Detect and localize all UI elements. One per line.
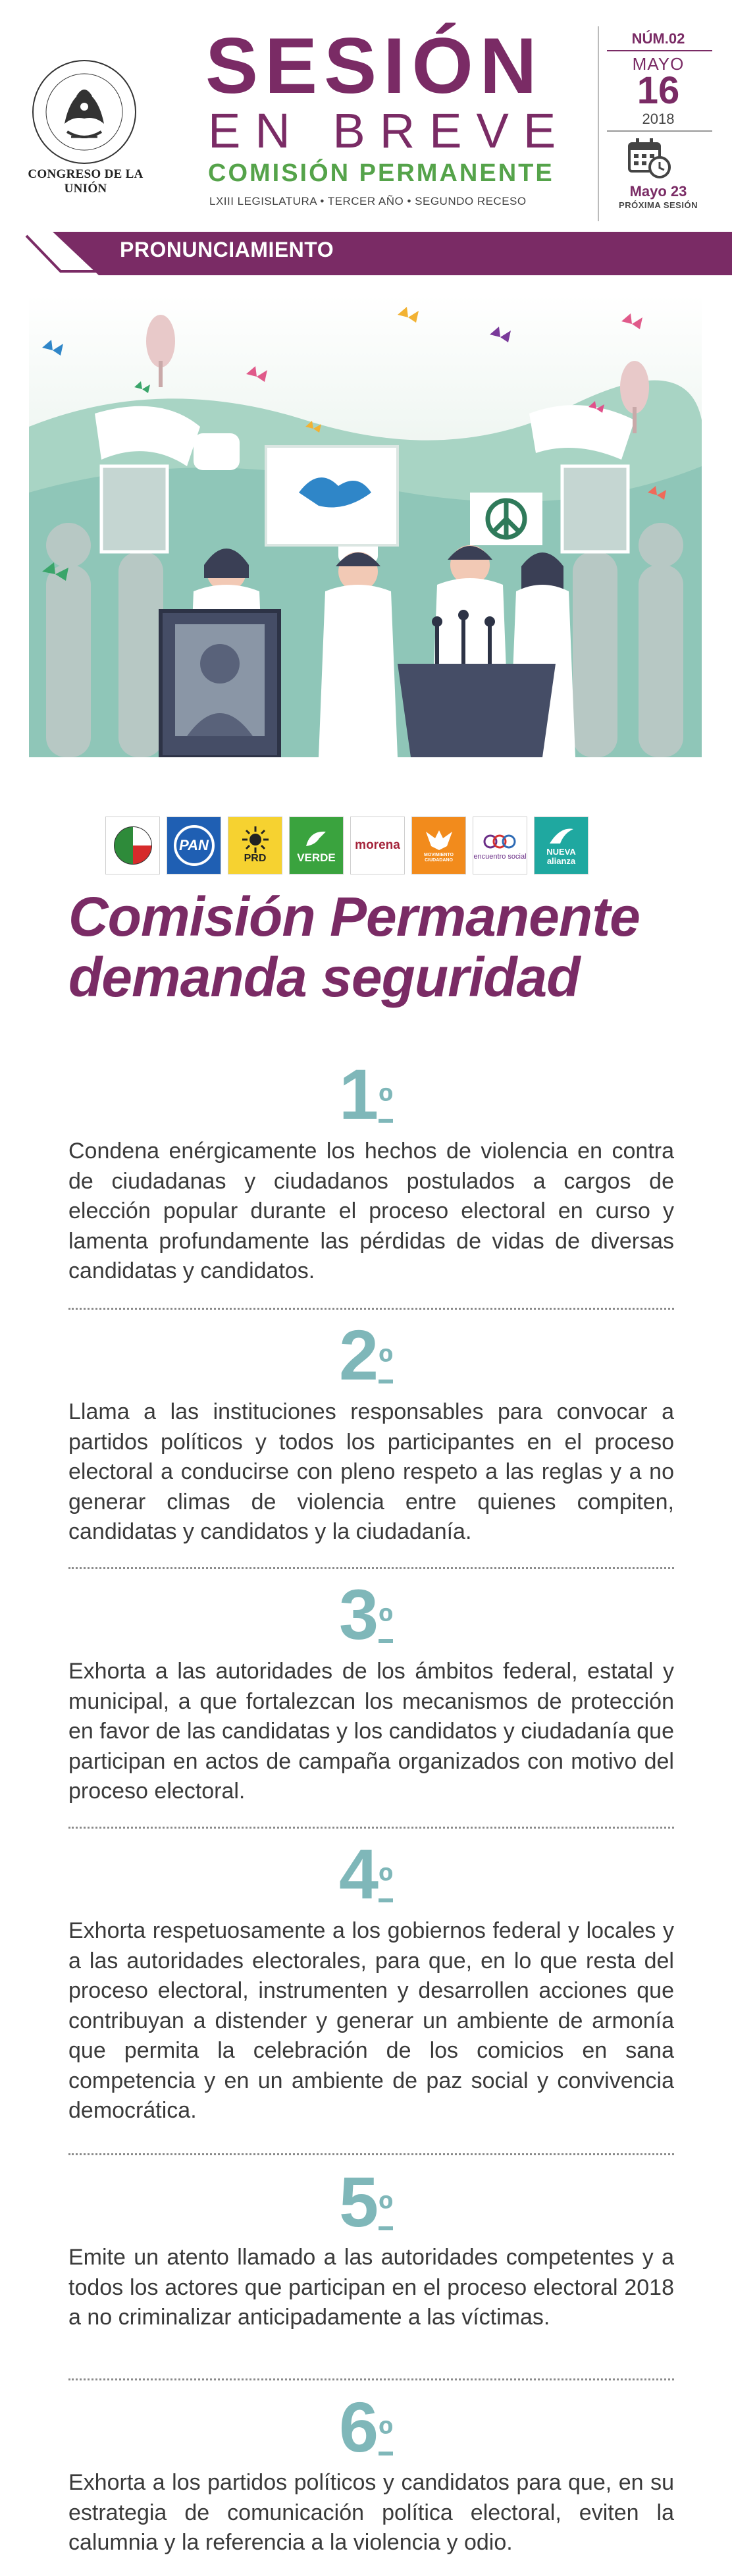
header-divider: [598, 26, 599, 221]
section-divider: [68, 2378, 674, 2380]
party-logos: [105, 817, 632, 876]
next-session-label: PRÓXIMA SESIÓN: [619, 200, 698, 210]
pri-emblem-icon: [112, 824, 154, 867]
section-divider: [68, 2153, 674, 2155]
sun-icon: [242, 826, 269, 853]
issue-number: NÚM.02: [631, 30, 685, 47]
section-5-text: Emite un atento llamado a las autoridades competentes y a todos los actores que participan en el proceso electoral 2018 a no criminalizar anticipadamente a las víctimas.: [68, 2245, 674, 2330]
next-session-date: Mayo 23: [629, 183, 687, 200]
party-logo-pri: [105, 817, 160, 874]
headline: [68, 886, 700, 1008]
ordinal-4: $4^º$: [339, 1834, 393, 1914]
party-logo-encuentro-social: [473, 817, 527, 874]
party-logo-pan: [167, 817, 221, 874]
ordinal-1: $1^º$: [339, 1054, 393, 1134]
section-2-text: Llama a las instituciones responsables para convocar a partidos políticos y todos los participantes en el proceso electoral a conducirse con pleno respeto a las reglas y a no generar climas de violencia entre quienes compiten, candidatas y candidatos y la ciudadanía.: [68, 1399, 674, 1545]
section-6-text: Exhorta a los partidos políticos y candidatos para que, en su estrategia de comunicación política electoral, eviten la calumnia y la referencia a la violencia y odio.: [68, 2470, 674, 2556]
section-3-text: Exhorta a las autoridades de los ámbitos federal, estatal y municipal, a que fortalezcan los mecanismos de protección en favor de las candidatas y los candidatos y ciudadanía que participan en actos de campaña organizados con motivo del proceso electoral.: [68, 1659, 674, 1804]
alianza-swoosh-icon: [547, 825, 576, 847]
pan-label: PAN: [179, 837, 209, 853]
section-1-text: Condena enérgicamente los hechos de violencia en contra de ciudadanas y ciudadanos postulados a cargos de elección popular durante el proceso electoral en curso y lamenta profundamente las pérdidas de vidas de diversas candidatas y candidatos.: [68, 1139, 674, 1284]
mc-label: MOVIMIENTO CIUDADANO: [424, 853, 454, 863]
calendar-clock-icon: [627, 137, 671, 179]
congreso-label: CONGRESO DE LA UNIÓN: [28, 167, 144, 196]
encuentro-label: encuentro social: [473, 852, 527, 861]
ordinal-6: $6^º$: [339, 2387, 393, 2467]
date-rule-bottom: [607, 130, 712, 132]
party-logo-morena: [350, 817, 405, 874]
section-divider: [68, 1567, 674, 1569]
section-banner: [0, 232, 732, 275]
ordinal-2: $2^º$: [339, 1315, 393, 1395]
date-day: 16: [637, 69, 680, 112]
headline-line-1: Comisión Permanente: [68, 886, 640, 948]
title-sesion: SESIÓN: [205, 22, 544, 110]
title-comision: COMISIÓN PERMANENTE: [208, 159, 554, 187]
banner-label: PRONUNCIAMIENTO: [120, 238, 334, 261]
rally-illustration: [29, 295, 702, 757]
morena-label: morena: [355, 838, 400, 852]
ordinal-5: $5^º$: [339, 2162, 393, 2241]
ordinal-3: $3^º$: [339, 1574, 393, 1654]
headline-line-2: demanda seguridad: [68, 946, 580, 1009]
coat-of-arms-seal: [30, 58, 138, 166]
alianza-label: NUEVA alianza: [546, 846, 576, 866]
linked-rings-icon: [483, 830, 517, 853]
section-4-text: Exhorta respetuosamente a los gobiernos federal y locales y a las autoridades electorales, para que, en lo que resta del proceso electoral, instrumenten y desarrollen acciones que contribuyan a distender y generar un ambiente de armonía que permita la celebración de los comicios en sana competencia y en un ambiente de paz social y convivencia democrática.: [68, 1918, 674, 2124]
party-logo-nueva-alianza: [534, 817, 588, 874]
date-rule-top: [607, 50, 712, 51]
eagle-icon: [423, 828, 455, 853]
verde-label: VERDE: [297, 851, 336, 864]
section-divider: [68, 1827, 674, 1829]
toucan-icon: [303, 826, 328, 851]
date-year: 2018: [642, 111, 675, 127]
party-logo-prd: [228, 817, 282, 874]
title-en-breve: EN BREVE: [208, 103, 571, 158]
legislatura-line: LXIII LEGISLATURA • TERCER AÑO • SEGUNDO RECESO: [209, 195, 527, 207]
prd-label: PRD: [244, 853, 267, 864]
party-logo-movimiento-ciudadano: [411, 817, 466, 874]
date-month: MAYO: [632, 54, 685, 74]
party-logo-verde: [289, 817, 344, 874]
section-divider: [68, 1308, 674, 1310]
